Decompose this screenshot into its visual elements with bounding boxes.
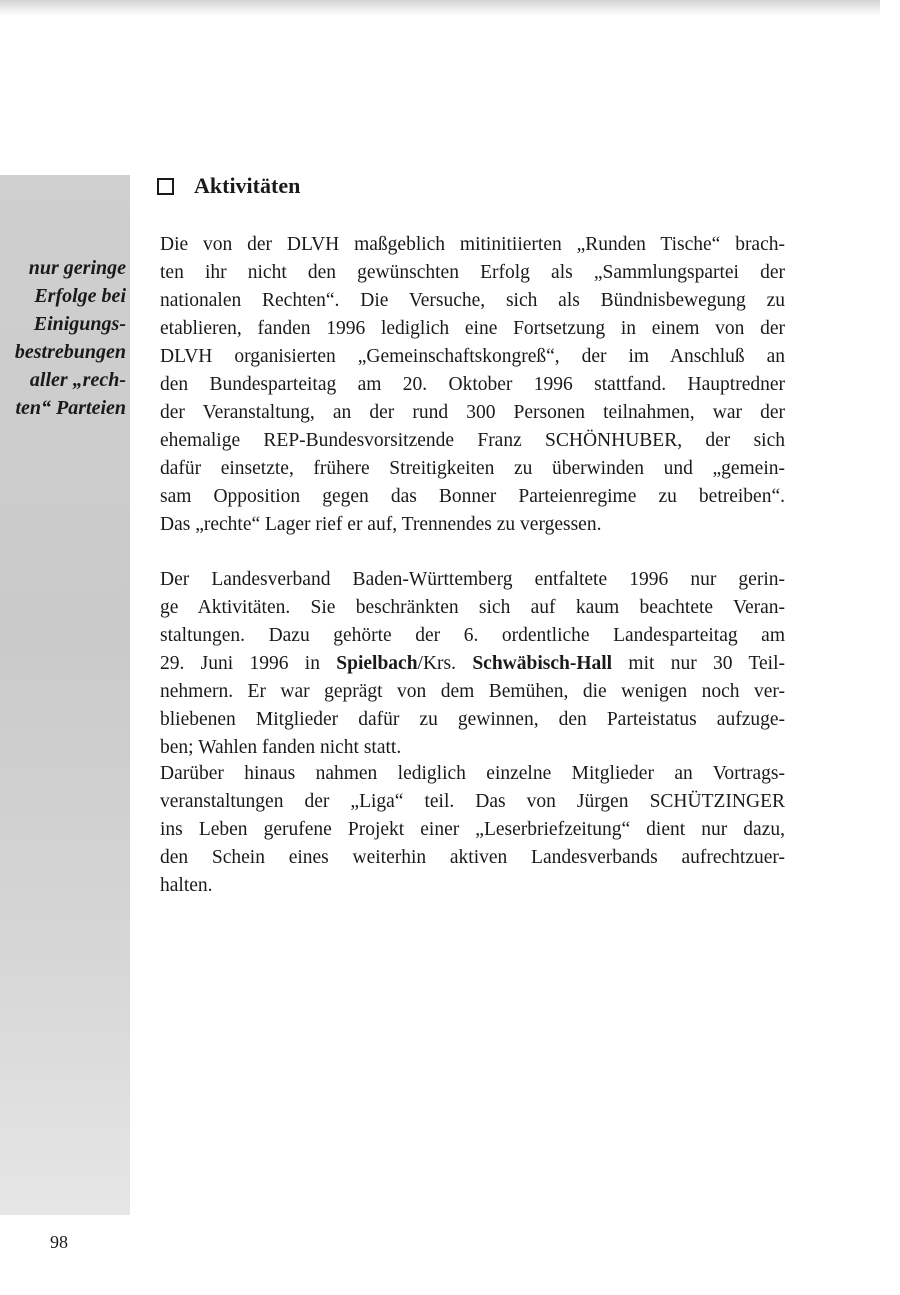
- section-heading-text: Aktivitäten: [194, 173, 301, 198]
- text-line: ins Leben gerufene Projekt einer „Leserbriefzeitung“ dient nur dazu,: [160, 819, 785, 840]
- text-line: etablieren, fanden 1996 lediglich eine Fortsetzung in einem von der: [160, 318, 785, 339]
- text-line: Darüber hinaus nahmen lediglich einzelne Mitglieder an Vortrags-: [160, 763, 785, 784]
- margin-note-line: bestrebungen: [14, 341, 126, 363]
- text-fragment: mit nur 30 Teil-: [612, 653, 785, 674]
- page-number: 98: [50, 1232, 68, 1252]
- paragraph-dlvh-activities: [160, 231, 785, 539]
- paragraph-landesverband: [160, 566, 785, 762]
- margin-note-line: Erfolge bei: [34, 285, 126, 307]
- text-line: ben; Wahlen fanden nicht statt.: [160, 737, 402, 758]
- text-line: ge Aktivitäten. Sie beschränkten sich auf kaum beachtete Veran-: [160, 597, 785, 618]
- section-heading: [157, 173, 300, 199]
- text-line: DLVH organisierten „Gemeinschaftskongreß“, der im Anschluß an: [160, 346, 785, 367]
- text-fragment: /Krs.: [417, 653, 473, 674]
- checkbox-bullet-icon: [157, 178, 174, 195]
- text-line: Der Landesverband Baden-Württemberg entfaltete 1996 nur gerin-: [160, 569, 785, 590]
- margin-note-line: ten“ Parteien: [15, 397, 126, 419]
- text-line: Die von der DLVH maßgeblich mitinitiierten „Runden Tische“ brach-: [160, 234, 785, 255]
- text-line-with-places: [160, 650, 785, 678]
- text-line: nationalen Rechten“. Die Versuche, sich als Bündnisbewegung zu: [160, 290, 785, 311]
- paragraph-liga: [160, 760, 785, 900]
- district-name: Schwäbisch-Hall: [472, 653, 613, 674]
- text-line: den Schein eines weiterhin aktiven Landesverbands aufrechtzuer-: [160, 847, 785, 868]
- text-line: Das „rechte“ Lager rief er auf, Trennendes zu vergessen.: [160, 514, 602, 535]
- text-line: ten ihr nicht den gewünschten Erfolg als „Sammlungspartei der: [160, 262, 785, 283]
- text-line: halten.: [160, 875, 213, 896]
- place-name-spielbach: Spielbach: [336, 653, 418, 674]
- margin-note: [0, 254, 126, 422]
- margin-note-line: nur geringe: [28, 257, 126, 279]
- margin-note-line: aller „rech-: [29, 369, 126, 391]
- text-line: dafür einsetzte, frühere Streitigkeiten zu überwinden und „gemein-: [160, 458, 785, 479]
- text-line: nehmern. Er war geprägt von dem Bemühen, die wenigen noch ver-: [160, 681, 785, 702]
- text-line: bliebenen Mitglieder dafür zu gewinnen, den Parteistatus aufzuge-: [160, 709, 785, 730]
- text-fragment: 29. Juni 1996 in: [160, 653, 337, 674]
- text-line: veranstaltungen der „Liga“ teil. Das von Jürgen SCHÜTZINGER: [160, 791, 785, 812]
- text-line: den Bundesparteitag am 20. Oktober 1996 stattfand. Hauptredner: [160, 374, 785, 395]
- text-line: der Veranstaltung, an der rund 300 Personen teilnahmen, war der: [160, 402, 785, 423]
- text-line: sam Opposition gegen das Bonner Parteienregime zu betreiben“.: [160, 486, 785, 507]
- text-line: ehemalige REP-Bundesvorsitzende Franz SCHÖNHUBER, der sich: [160, 430, 785, 451]
- page-top-edge: [0, 0, 880, 16]
- text-line: staltungen. Dazu gehörte der 6. ordentliche Landesparteitag am: [160, 625, 785, 646]
- margin-note-line: Einigungs-: [33, 313, 126, 335]
